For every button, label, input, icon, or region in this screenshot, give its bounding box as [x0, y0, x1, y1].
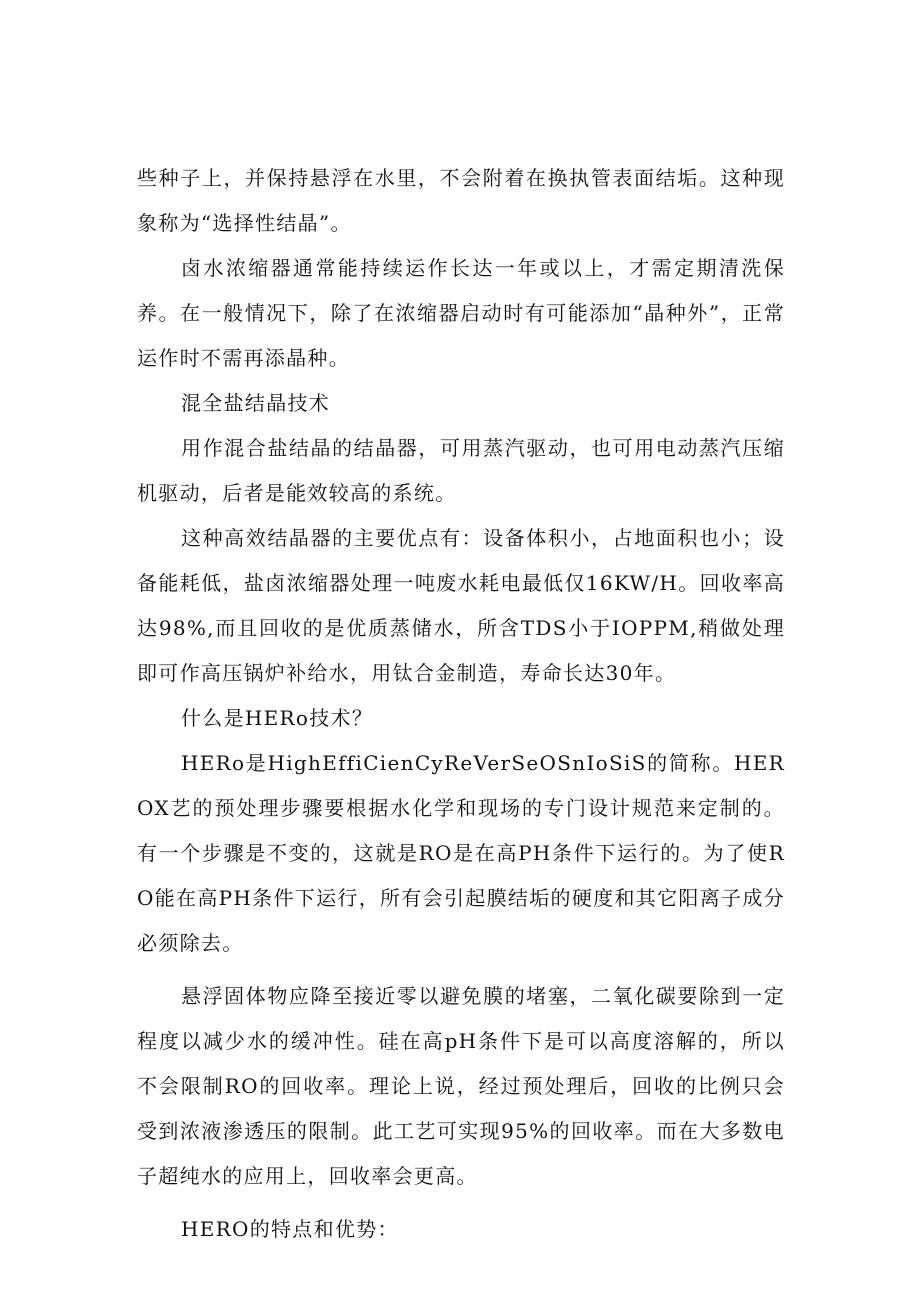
paragraph-brine-concentrator: 卤水浓缩器通常能持续运作长达一年或以上，才需定期清洗保养。在一般情况下，除了在浓缩器启动时有可能添加“晶种外”，正常运作时不需再添晶种。	[137, 256, 785, 370]
paragraph-hero-features: HERO的特点和优势：	[181, 1217, 399, 1241]
paragraph-crystallizer-advantages: 这种高效结晶器的主要优点有：设备体积小，占地面积也小；设备能耗低，盐卤浓缩器处理一吨废水耗电最低仅16KW/H。回收率高达98%,而且回收的是优质蒸储水，所含TDS小于IOPPM,稍做处理即可作高压锅炉补给水，用钛合金制造，寿命长达30年。	[137, 526, 785, 685]
paragraph-seed-crystals: 些种子上，并保持悬浮在水里，不会附着在换执管表面结垢。这种现象称为“选择性结晶”。	[137, 166, 785, 235]
document-body	[137, 156, 785, 1252]
paragraph-hero-definition: HERo是HighEffiCienCyReVerSeOSnIoSiS的简称。HEROX艺的预处理步骤要根据水化学和现场的专门设计规范来定制的。有一个步骤是不变的，这就是RO是在高PH条件下运行的。为了使RO能在高PH条件下运行，所有会引起膜结垢的硬度和其它阳离子成分必须除去。	[137, 751, 785, 955]
paragraph-crystallizer-drive: 用作混合盐结晶的结晶器，可用蒸汽驱动，也可用电动蒸汽压缩机驱动，后者是能效较高的系统。	[137, 436, 785, 505]
heading-what-is-hero: 什么是HERo技术？	[181, 706, 374, 730]
heading-mixed-salt-crystallization: 混全盐结晶技术	[181, 391, 331, 415]
paragraph-suspended-solids: 悬浮固体物应降至接近零以避免膜的堵塞，二氧化碳要除到一定程度以减少水的缓冲性。硅在高pH条件下是可以高度溶解的，所以不会限制RO的回收率。理论上说，经过预处理后，回收的比例只会受到浓液渗透压的限制。此工艺可实现95%的回收率。而在大多数电子超纯水的应用上，回收率会更高。	[137, 984, 785, 1188]
